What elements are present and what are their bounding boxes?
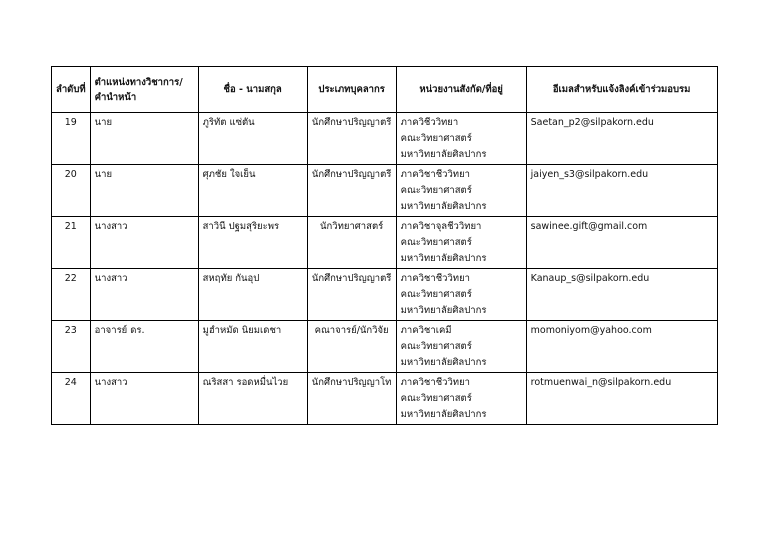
row-type: นักศึกษาปริญญาตรี (307, 269, 396, 321)
header-title-line1: ตำแหน่งทางวิชาการ/ (94, 76, 183, 88)
row-name: มูฮำหมัด นิยมเดชา (198, 321, 307, 373)
row-unit-line1: ภาควิชีววิทยา (400, 117, 459, 128)
row-email: momoniyom@yahoo.com (526, 321, 717, 373)
table-row (52, 269, 718, 321)
row-title: นางสาว (90, 217, 198, 269)
row-title: นางสาว (90, 269, 198, 321)
row-name: สหฤทัย กันอุป (198, 269, 307, 321)
row-unit-line1: ภาควิชาเคมี (400, 325, 452, 336)
header-title (90, 67, 198, 113)
table-row (52, 321, 718, 373)
row-unit (396, 269, 526, 321)
row-unit-line2: คณะวิทยาศาสตร์ (400, 341, 472, 352)
row-type: นักศึกษาปริญญาตรี (307, 165, 396, 217)
row-unit-line1: ภาควิชาชีววิทยา (400, 377, 470, 388)
row-email: Saetan_p2@silpakorn.edu (526, 113, 717, 165)
row-name: ภูริทัต แซ่ตัน (198, 113, 307, 165)
row-no: 19 (52, 113, 91, 165)
row-title: อาจารย์ ดร. (90, 321, 198, 373)
row-no: 21 (52, 217, 91, 269)
row-unit (396, 165, 526, 217)
header-type: ประเภทบุคลากร (307, 67, 396, 113)
row-unit-line2: คณะวิทยาศาสตร์ (400, 289, 472, 300)
row-type: คณาจารย์/นักวิจัย (307, 321, 396, 373)
row-unit-line2: คณะวิทยาศาสตร์ (400, 237, 472, 248)
row-unit (396, 321, 526, 373)
row-title: นางสาว (90, 373, 198, 425)
row-unit-line2: คณะวิทยาศาสตร์ (400, 185, 472, 196)
row-no: 23 (52, 321, 91, 373)
row-name: ศุภชัย ใจเย็น (198, 165, 307, 217)
header-no: ลำดับที่ (52, 67, 91, 113)
row-email: sawinee.gift@gmail.com (526, 217, 717, 269)
row-unit (396, 217, 526, 269)
row-unit-line2: คณะวิทยาศาสตร์ (400, 393, 472, 404)
row-unit-line1: ภาควิชาชีววิทยา (400, 169, 470, 180)
row-unit-line1: ภาควิชาชีววิทยา (400, 273, 470, 284)
row-unit-line3: มหาวิทยาลัยศิลปากร (400, 409, 487, 420)
row-type: นักวิทยาศาสตร์ (307, 217, 396, 269)
table-row (52, 373, 718, 425)
row-title: นาย (90, 165, 198, 217)
row-no: 20 (52, 165, 91, 217)
header-title-line2: คำนำหน้า (94, 91, 137, 103)
table-row (52, 113, 718, 165)
row-no: 24 (52, 373, 91, 425)
row-title: นาย (90, 113, 198, 165)
row-unit-line2: คณะวิทยาศาสตร์ (400, 133, 472, 144)
row-unit (396, 113, 526, 165)
row-unit-line3: มหาวิทยาลัยศิลปากร (400, 201, 487, 212)
table-header-row (52, 67, 718, 113)
row-no: 22 (52, 269, 91, 321)
header-name: ชื่อ - นามสกุล (198, 67, 307, 113)
row-name: ณริสสา รอดหมื่นไวย (198, 373, 307, 425)
row-unit-line3: มหาวิทยาลัยศิลปากร (400, 357, 487, 368)
row-name: สาวินี ปฐมสุริยะพร (198, 217, 307, 269)
row-email: rotmuenwai_n@silpakorn.edu (526, 373, 717, 425)
header-unit: หน่วยงานสังกัด/ที่อยู่ (396, 67, 526, 113)
participant-table (51, 66, 718, 425)
row-email: Kanaup_s@silpakorn.edu (526, 269, 717, 321)
row-type: นักศึกษาปริญญาโท (307, 373, 396, 425)
row-unit (396, 373, 526, 425)
table-row (52, 217, 718, 269)
row-unit-line3: มหาวิทยาลัยศิลปากร (400, 149, 487, 160)
row-unit-line1: ภาควิชาจุลชีววิทยา (400, 221, 482, 232)
row-type: นักศึกษาปริญญาตรี (307, 113, 396, 165)
row-email: jaiyen_s3@silpakorn.edu (526, 165, 717, 217)
table-row (52, 165, 718, 217)
row-unit-line3: มหาวิทยาลัยศิลปากร (400, 305, 487, 316)
row-unit-line3: มหาวิทยาลัยศิลปากร (400, 253, 487, 264)
header-email: อีเมลสำหรับแจ้งลิงค์เข้าร่วมอบรม (526, 67, 717, 113)
